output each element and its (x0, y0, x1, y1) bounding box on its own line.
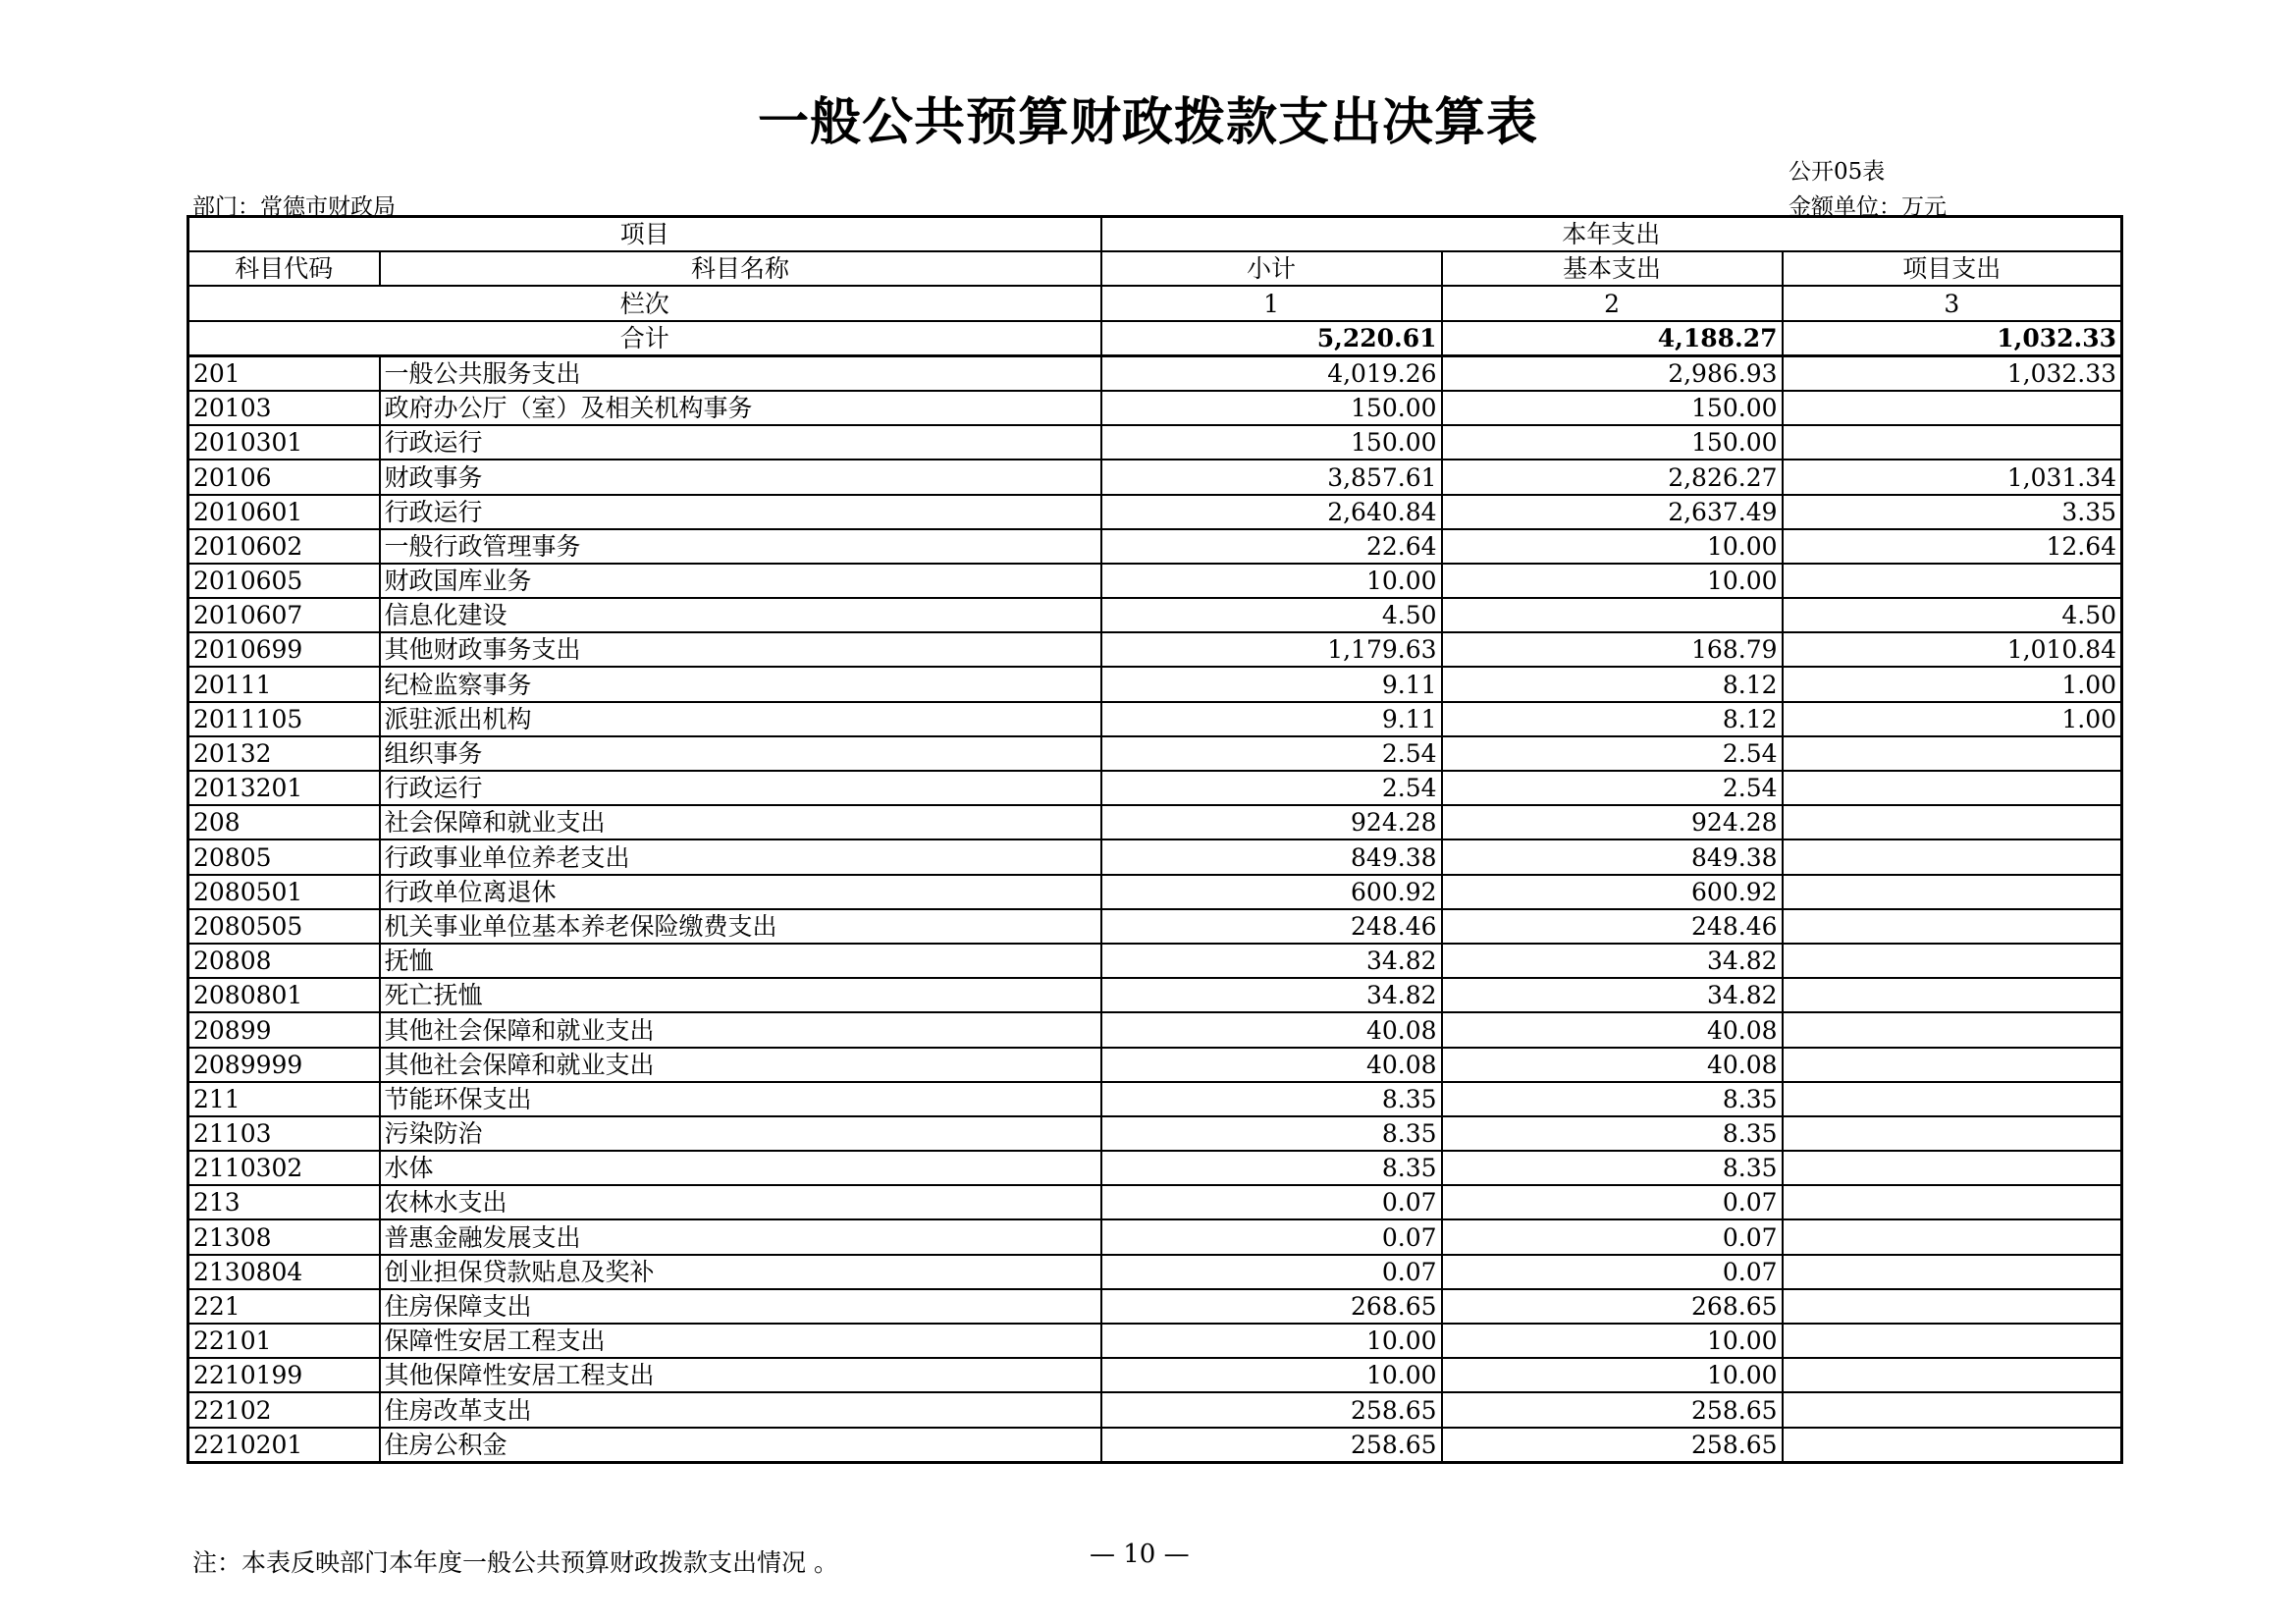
cell-project: 1.00 (1783, 667, 2122, 701)
cell-basic: 34.82 (1442, 978, 1783, 1012)
table-row (188, 1289, 2122, 1324)
cell-code: 2130804 (188, 1255, 380, 1289)
cell-name: 一般公共服务支出 (380, 355, 1101, 391)
cell-code: 2010602 (188, 529, 380, 564)
table-row (188, 425, 2122, 460)
cell-project (1783, 1289, 2122, 1324)
cell-basic: 40.08 (1442, 1012, 1783, 1047)
cell-basic: 268.65 (1442, 1289, 1783, 1324)
cell-name: 其他财政事务支出 (380, 632, 1101, 667)
cell-name: 其他保障性安居工程支出 (380, 1358, 1101, 1392)
cell-basic: 0.07 (1442, 1219, 1783, 1254)
cell-code: 2080505 (188, 909, 380, 944)
table-row (188, 1255, 2122, 1289)
table-row (188, 495, 2122, 529)
cell-code: 2011105 (188, 702, 380, 736)
total-basic: 4,188.27 (1442, 321, 1783, 356)
cell-basic: 10.00 (1442, 564, 1783, 598)
cell-project (1783, 875, 2122, 909)
total-row (188, 321, 2122, 356)
cell-project: 12.64 (1783, 529, 2122, 564)
cell-subtotal: 40.08 (1101, 1012, 1442, 1047)
cell-code: 2080801 (188, 978, 380, 1012)
cell-basic: 600.92 (1442, 875, 1783, 909)
table-row (188, 1428, 2122, 1463)
cell-basic: 8.35 (1442, 1151, 1783, 1185)
cell-name: 财政事务 (380, 460, 1101, 494)
cell-basic: 0.07 (1442, 1255, 1783, 1289)
cell-subtotal: 8.35 (1101, 1116, 1442, 1151)
column-number-1: 1 (1101, 286, 1442, 320)
cell-project (1783, 736, 2122, 771)
cell-subtotal: 3,857.61 (1101, 460, 1442, 494)
table-row (188, 632, 2122, 667)
cell-code: 208 (188, 805, 380, 839)
cell-project (1783, 944, 2122, 978)
table-row (188, 1219, 2122, 1254)
cell-code: 2210201 (188, 1428, 380, 1463)
header-row-1 (188, 217, 2122, 252)
table-row (188, 391, 2122, 425)
cell-subtotal: 2,640.84 (1101, 495, 1442, 529)
cell-subtotal: 150.00 (1101, 425, 1442, 460)
cell-project (1783, 1048, 2122, 1082)
header-basic: 基本支出 (1442, 251, 1783, 286)
cell-basic (1442, 598, 1783, 632)
table-row (188, 736, 2122, 771)
cell-basic: 8.12 (1442, 667, 1783, 701)
cell-project (1783, 1392, 2122, 1427)
table-row (188, 805, 2122, 839)
table-row (188, 460, 2122, 494)
cell-basic: 2,986.93 (1442, 355, 1783, 391)
cell-code: 20111 (188, 667, 380, 701)
department-label: 部门：常德市财政局 (192, 194, 396, 220)
cell-basic: 0.07 (1442, 1185, 1783, 1219)
cell-subtotal: 34.82 (1101, 978, 1442, 1012)
cell-basic: 258.65 (1442, 1428, 1783, 1463)
cell-code: 221 (188, 1289, 380, 1324)
cell-basic: 258.65 (1442, 1392, 1783, 1427)
table-row (188, 1185, 2122, 1219)
total-project: 1,032.33 (1783, 321, 2122, 356)
table-row (188, 978, 2122, 1012)
page-number: — 10 — (1090, 1540, 1190, 1569)
cell-subtotal: 849.38 (1101, 839, 1442, 874)
cell-project (1783, 1428, 2122, 1463)
table-row (188, 1358, 2122, 1392)
cell-subtotal: 22.64 (1101, 529, 1442, 564)
cell-code: 211 (188, 1082, 380, 1116)
cell-code: 2089999 (188, 1048, 380, 1082)
cell-name: 纪检监察事务 (380, 667, 1101, 701)
cell-code: 2080501 (188, 875, 380, 909)
cell-project (1783, 1082, 2122, 1116)
cell-name: 住房改革支出 (380, 1392, 1101, 1427)
cell-basic: 150.00 (1442, 391, 1783, 425)
header-subtotal: 小计 (1101, 251, 1442, 286)
cell-name: 农林水支出 (380, 1185, 1101, 1219)
cell-name: 行政单位离退休 (380, 875, 1101, 909)
cell-code: 2010601 (188, 495, 380, 529)
cell-code: 22101 (188, 1324, 380, 1358)
cell-project (1783, 1012, 2122, 1047)
cell-name: 信息化建设 (380, 598, 1101, 632)
table-row (188, 1116, 2122, 1151)
cell-code: 2210199 (188, 1358, 380, 1392)
cell-name: 水体 (380, 1151, 1101, 1185)
cell-project (1783, 425, 2122, 460)
cell-code: 2010607 (188, 598, 380, 632)
cell-code: 21308 (188, 1219, 380, 1254)
cell-subtotal: 34.82 (1101, 944, 1442, 978)
form-number: 公开05表 (1789, 159, 1886, 185)
header-project: 项目支出 (1783, 251, 2122, 286)
cell-basic: 2,637.49 (1442, 495, 1783, 529)
cell-code: 2010301 (188, 425, 380, 460)
cell-name: 机关事业单位基本养老保险缴费支出 (380, 909, 1101, 944)
table-row (188, 1048, 2122, 1082)
cell-basic: 34.82 (1442, 944, 1783, 978)
table-row (188, 667, 2122, 701)
cell-project (1783, 1219, 2122, 1254)
cell-subtotal: 40.08 (1101, 1048, 1442, 1082)
table-row (188, 909, 2122, 944)
cell-name: 死亡抚恤 (380, 978, 1101, 1012)
cell-project (1783, 391, 2122, 425)
cell-basic: 40.08 (1442, 1048, 1783, 1082)
cell-project (1783, 805, 2122, 839)
cell-name: 一般行政管理事务 (380, 529, 1101, 564)
table-row (188, 355, 2122, 391)
cell-project (1783, 1116, 2122, 1151)
cell-subtotal: 10.00 (1101, 564, 1442, 598)
cell-basic: 849.38 (1442, 839, 1783, 874)
cell-name: 行政运行 (380, 425, 1101, 460)
cell-subtotal: 258.65 (1101, 1392, 1442, 1427)
cell-project (1783, 909, 2122, 944)
cell-code: 2110302 (188, 1151, 380, 1185)
cell-basic: 10.00 (1442, 1358, 1783, 1392)
cell-subtotal: 0.07 (1101, 1219, 1442, 1254)
header-name: 科目名称 (380, 251, 1101, 286)
cell-name: 住房保障支出 (380, 1289, 1101, 1324)
cell-subtotal: 8.35 (1101, 1151, 1442, 1185)
table-row (188, 1151, 2122, 1185)
cell-name: 创业担保贷款贴息及奖补 (380, 1255, 1101, 1289)
header-item: 项目 (188, 217, 1101, 252)
cell-name: 抚恤 (380, 944, 1101, 978)
cell-subtotal: 268.65 (1101, 1289, 1442, 1324)
cell-project (1783, 1358, 2122, 1392)
cell-code: 22102 (188, 1392, 380, 1427)
expenditure-table (187, 215, 2123, 1464)
cell-name: 其他社会保障和就业支出 (380, 1048, 1101, 1082)
cell-project: 1,032.33 (1783, 355, 2122, 391)
table-row (188, 702, 2122, 736)
column-number-label: 栏次 (188, 286, 1101, 320)
cell-name: 保障性安居工程支出 (380, 1324, 1101, 1358)
cell-project (1783, 564, 2122, 598)
cell-project: 3.35 (1783, 495, 2122, 529)
cell-name: 行政事业单位养老支出 (380, 839, 1101, 874)
table-row (188, 564, 2122, 598)
cell-basic: 248.46 (1442, 909, 1783, 944)
cell-project: 4.50 (1783, 598, 2122, 632)
header-code: 科目代码 (188, 251, 380, 286)
cell-code: 20106 (188, 460, 380, 494)
cell-subtotal: 9.11 (1101, 702, 1442, 736)
cell-subtotal: 258.65 (1101, 1428, 1442, 1463)
total-label: 合计 (188, 321, 1101, 356)
cell-code: 21103 (188, 1116, 380, 1151)
column-number-2: 2 (1442, 286, 1783, 320)
cell-subtotal: 0.07 (1101, 1255, 1442, 1289)
cell-code: 20132 (188, 736, 380, 771)
cell-name: 普惠金融发展支出 (380, 1219, 1101, 1254)
cell-subtotal: 2.54 (1101, 736, 1442, 771)
cell-project: 1,031.34 (1783, 460, 2122, 494)
header-current-year: 本年支出 (1101, 217, 2122, 252)
page-title: 一般公共预算财政拨款支出决算表 (757, 93, 1538, 152)
cell-subtotal: 2.54 (1101, 771, 1442, 805)
table-row (188, 1082, 2122, 1116)
cell-project (1783, 1185, 2122, 1219)
cell-project: 1,010.84 (1783, 632, 2122, 667)
header-row-2 (188, 251, 2122, 286)
cell-code: 20899 (188, 1012, 380, 1047)
cell-subtotal: 248.46 (1101, 909, 1442, 944)
cell-subtotal: 1,179.63 (1101, 632, 1442, 667)
cell-code: 2013201 (188, 771, 380, 805)
cell-name: 财政国库业务 (380, 564, 1101, 598)
cell-code: 20808 (188, 944, 380, 978)
table-row (188, 944, 2122, 978)
cell-code: 2010605 (188, 564, 380, 598)
cell-basic: 8.35 (1442, 1116, 1783, 1151)
cell-name: 节能环保支出 (380, 1082, 1101, 1116)
cell-basic: 2,826.27 (1442, 460, 1783, 494)
table-row (188, 1324, 2122, 1358)
column-number-row (188, 286, 2122, 320)
cell-name: 社会保障和就业支出 (380, 805, 1101, 839)
cell-name: 政府办公厅（室）及相关机构事务 (380, 391, 1101, 425)
table-row (188, 598, 2122, 632)
cell-basic: 8.12 (1442, 702, 1783, 736)
cell-basic: 2.54 (1442, 771, 1783, 805)
cell-subtotal: 10.00 (1101, 1358, 1442, 1392)
cell-subtotal: 8.35 (1101, 1082, 1442, 1116)
cell-subtotal: 150.00 (1101, 391, 1442, 425)
cell-basic: 10.00 (1442, 529, 1783, 564)
cell-basic: 8.35 (1442, 1082, 1783, 1116)
cell-code: 20805 (188, 839, 380, 874)
cell-project (1783, 978, 2122, 1012)
cell-code: 201 (188, 355, 380, 391)
cell-subtotal: 4,019.26 (1101, 355, 1442, 391)
cell-project (1783, 771, 2122, 805)
cell-project: 1.00 (1783, 702, 2122, 736)
cell-name: 污染防治 (380, 1116, 1101, 1151)
cell-basic: 150.00 (1442, 425, 1783, 460)
table-row (188, 1392, 2122, 1427)
cell-project (1783, 1255, 2122, 1289)
cell-subtotal: 9.11 (1101, 667, 1442, 701)
cell-subtotal: 600.92 (1101, 875, 1442, 909)
cell-subtotal: 0.07 (1101, 1185, 1442, 1219)
total-subtotal: 5,220.61 (1101, 321, 1442, 356)
cell-basic: 2.54 (1442, 736, 1783, 771)
cell-subtotal: 10.00 (1101, 1324, 1442, 1358)
cell-project (1783, 839, 2122, 874)
cell-code: 2010699 (188, 632, 380, 667)
cell-name: 其他社会保障和就业支出 (380, 1012, 1101, 1047)
cell-code: 213 (188, 1185, 380, 1219)
cell-subtotal: 4.50 (1101, 598, 1442, 632)
table-row (188, 529, 2122, 564)
column-number-3: 3 (1783, 286, 2122, 320)
cell-name: 行政运行 (380, 771, 1101, 805)
footnote: 注：本表反映部门本年度一般公共预算财政拨款支出情况 。 (192, 1548, 838, 1577)
cell-name: 住房公积金 (380, 1428, 1101, 1463)
cell-basic: 924.28 (1442, 805, 1783, 839)
table-row (188, 1012, 2122, 1047)
cell-basic: 168.79 (1442, 632, 1783, 667)
cell-code: 20103 (188, 391, 380, 425)
cell-project (1783, 1151, 2122, 1185)
cell-project (1783, 1324, 2122, 1358)
table-row (188, 771, 2122, 805)
cell-name: 组织事务 (380, 736, 1101, 771)
cell-name: 派驻派出机构 (380, 702, 1101, 736)
amount-unit-label: 金额单位：万元 (1789, 194, 1947, 220)
table-row (188, 839, 2122, 874)
cell-basic: 10.00 (1442, 1324, 1783, 1358)
table-row (188, 875, 2122, 909)
cell-subtotal: 924.28 (1101, 805, 1442, 839)
cell-name: 行政运行 (380, 495, 1101, 529)
